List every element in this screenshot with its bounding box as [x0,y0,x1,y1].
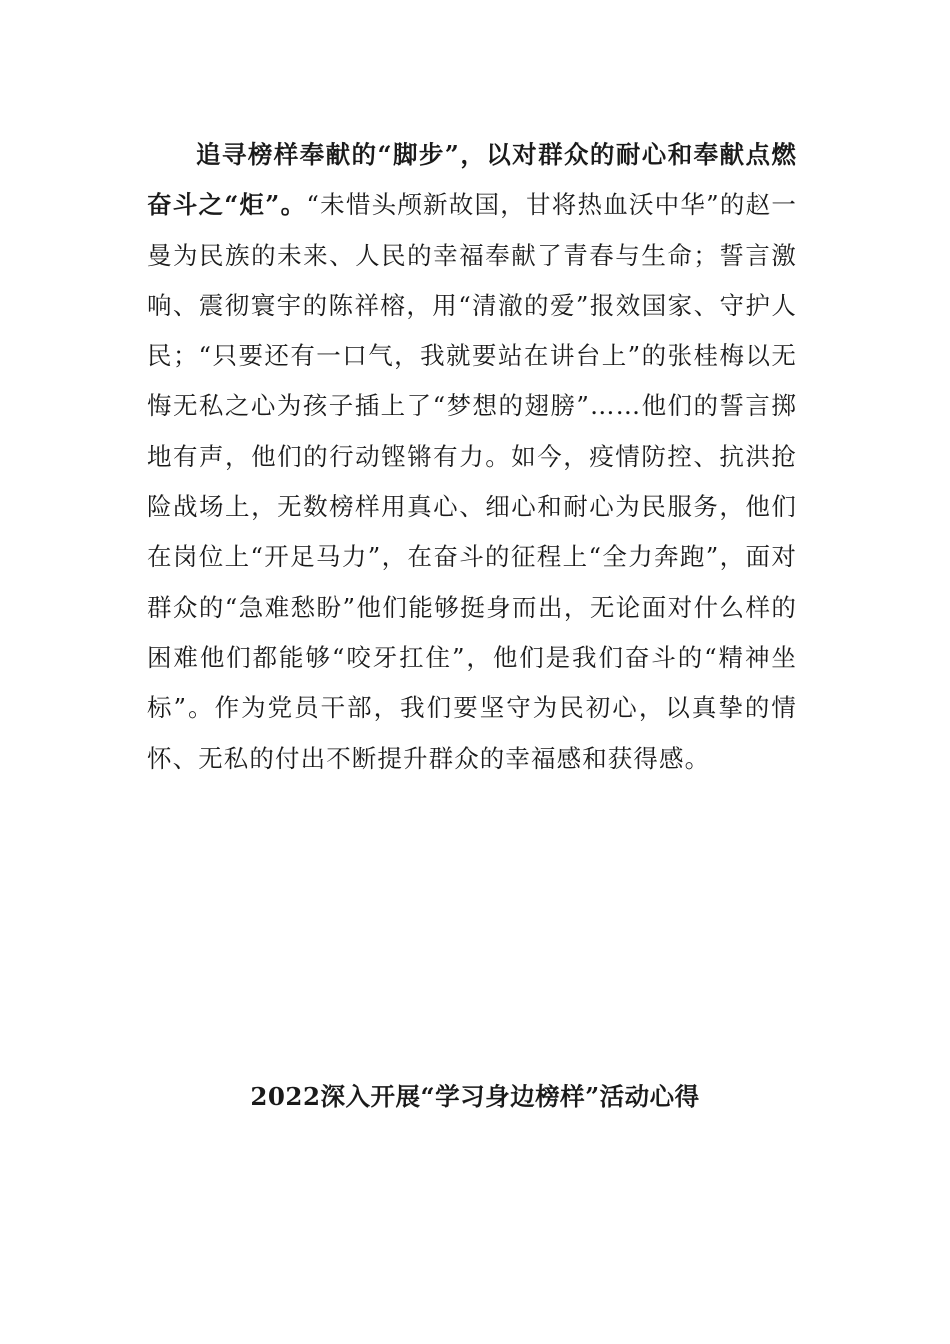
document-title: 2022深入开展“学习身边榜样”活动心得 [250,1082,700,1111]
paragraph-body-text: “未惜头颅新故国，甘将热血沃中华”的赵一曼为民族的未来、人民的幸福奉献了青春与生命；誓言激响、震彻寰宇的陈祥榕，用“清澈的爱”报效国家、守护人民；“只要还有一口气，我就要站在讲台上”的张桂梅以无悔无私之心为孩子插上了“梦想的翅膀”……他们的誓言掷地有声，他们的行动铿锵有力。如今，疫情防控、抗洪抢险战场上，无数榜样用真心、细心和耐心为民服务，他们在岗位上“开足马力”，在奋斗的征程上“全力奔跑”，面对群众的“急难愁盼”他们能够挺身而出，无论面对什么样的困难他们都能够“咬牙扛住”，他们是我们奋斗的“精神坐标”。作为党员干部，我们要坚守为民初心，以真挚的情怀、无私的付出不断提升群众的幸福感和获得感。 [147,190,797,773]
paragraph-lead-sentence: 追寻榜样奉献的“脚步”，以对群众的耐心和奉献点燃奋斗之“炬”。 [147,140,797,220]
body-paragraph [147,130,797,784]
